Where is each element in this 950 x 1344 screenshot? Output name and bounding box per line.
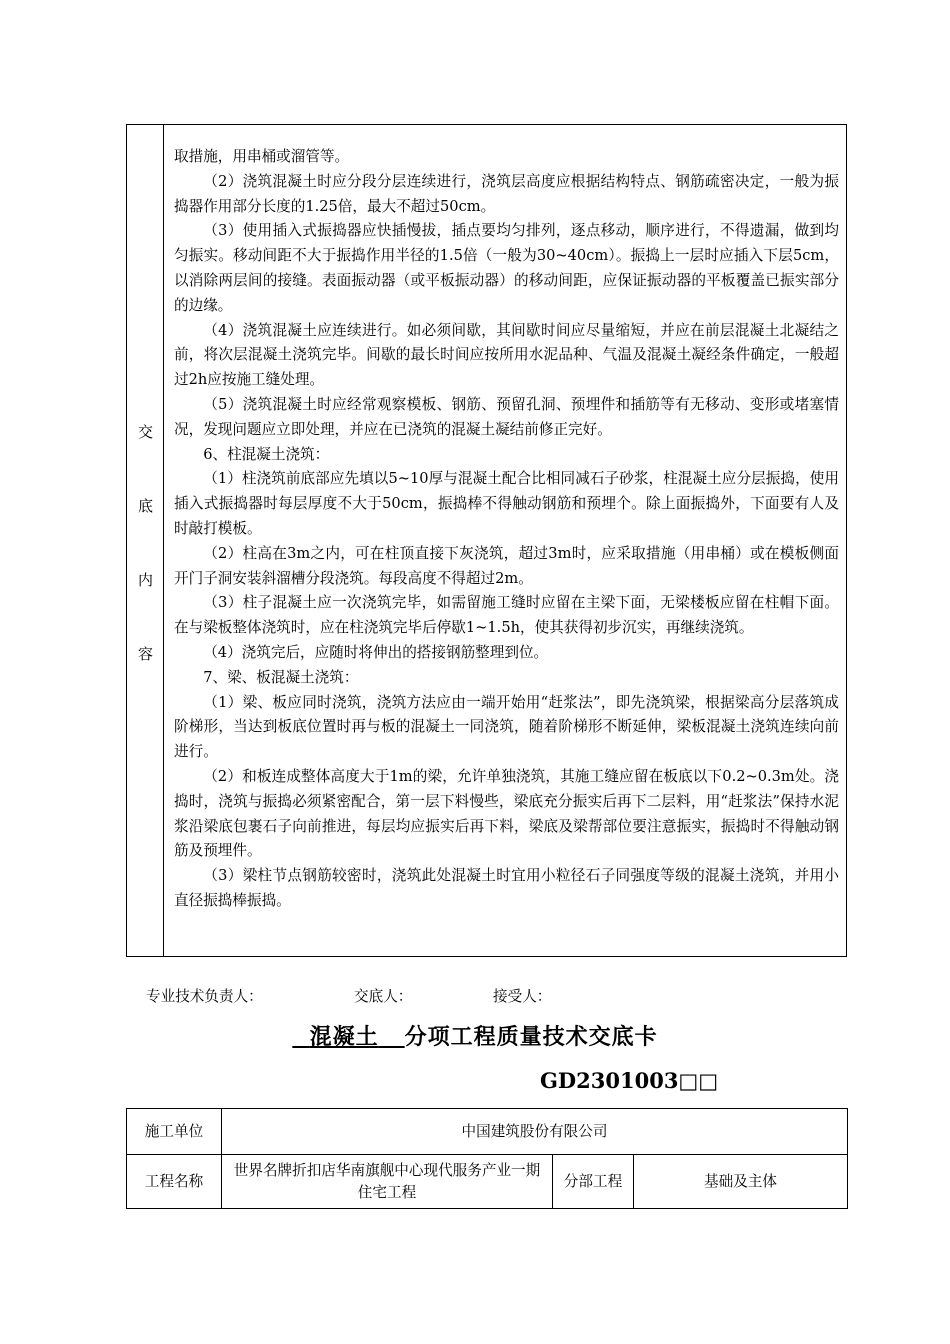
paragraph: （3）柱子混凝土应一次浇筑完毕，如需留施工缝时应留在主梁下面，无梁楼板应留在柱帽下面。在与梁板整体浇筑时，应在柱浇筑完毕后停歇1~1.5h，使其获得初步沉实，再继续浇筑。 [174, 594, 839, 637]
tech-lead-signature-label: 专业技术负责人： [146, 988, 263, 1005]
title-rest: 分项工程质量技术交底卡 [404, 1024, 658, 1050]
paragraph: （2）和板连成整体高度大于1m的梁，允许单独浇筑，其施工缝应留在板底以下0.2~0.3m处。浇捣时，浇筑与振捣必须紧密配合，第一层下料慢些，梁底充分振实后再下二层料，用“赶浆法”保持水泥浆沿梁底包裹石子向前推进，每层均应振实后再下料，梁底及梁帮部位要注意振实，振捣时不得触动钢筋及预埋件。 [174, 767, 839, 860]
paragraph: （1）梁、板应同时浇筑，浇筑方法应由一端开始用“赶浆法”，即先浇筑梁，根据梁高分层落筑成阶梯形，当达到板底位置时再与板的混凝土一同浇筑，随着阶梯形不断延伸，梁板混凝土浇筑连续向前进行。 [174, 693, 839, 761]
disclosure-text [174, 145, 839, 914]
side-label-char: 底 [137, 497, 153, 515]
side-label-char: 内 [137, 571, 153, 589]
side-label-char: 容 [137, 645, 153, 663]
title-underlined-part: 混凝土 [309, 1024, 379, 1050]
unit-value: 中国建筑股份有限公司 [222, 1109, 848, 1155]
receiver-signature-label: 接受人： [493, 988, 552, 1005]
paragraph: （3）梁柱节点钢筋较密时，浇筑此处混凝土时宜用小粒径石子同强度等级的混凝土浇筑，并用小直径振捣棒振捣。 [174, 867, 839, 909]
paragraph: （4）浇筑完后，应随时将伸出的搭接钢筋整理到位。 [203, 643, 549, 661]
project-value: 世界名牌折扣店华南旗舰中心现代服务产业一期住宅工程 [222, 1155, 553, 1209]
table-row [127, 1109, 848, 1155]
paragraph: 取措施，用串桶或溜管等。 [174, 148, 350, 165]
paragraph: （2）浇筑混凝土时应分段分层连续进行，浇筑层高度应根据结构特点、钢筋疏密决定，一般为振捣器作用部分长度的1.25倍，最大不超过50cm。 [174, 172, 839, 215]
project-info-table [126, 1108, 848, 1209]
project-label: 工程名称 [127, 1155, 222, 1209]
division-value: 基础及主体 [634, 1155, 848, 1209]
division-label: 分部工程 [553, 1155, 634, 1209]
paragraph: （2）柱高在3m之内，可在柱顶直接下灰浇筑，超过3m时，应采取措施（用串桶）或在模板侧面开门子洞安装斜溜槽分段浇筑。每段高度不得超过2m。 [174, 544, 839, 587]
side-label-column [127, 125, 164, 956]
presenter-signature-label: 交底人： [354, 988, 413, 1005]
paragraph: （3）使用插入式振捣器应快插慢拔，插点要均匀排列，逐点移动，顺序进行，不得遗漏，做到均匀振实。移动间距不大于振捣作用半径的1.5倍（一般为30~40cm）。振捣上一层时应插入下层5cm，以消除两层间的接缝。表面振动器（或平板振动器）的移动间距，应保证振动器的平板覆盖已振实部分的边缘。 [174, 222, 839, 314]
paragraph: （4）浇筑混凝土应连续进行。如必须间歇，其间歇时间应尽量缩短，并应在前层混凝土北凝结之前，将次层混凝土浇筑完毕。间歇的最长时间应按所用水泥品种、气温及混凝土凝经条件确定，一般超过2h应按施工缝处理。 [174, 321, 839, 389]
paragraph: 6、柱混凝土浇筑： [203, 445, 330, 463]
paragraph: （5）浇筑混凝土时应经常观察模板、钢筋、预留孔洞、预埋件和插筋等有无移动、变形或堵塞情况，发现问题应立即处理，并应在已浇筑的混凝土凝结前修正完好。 [174, 395, 839, 438]
disclosure-content-box [126, 124, 847, 957]
card-code: GD2301003□□ [540, 1068, 719, 1093]
card-title [0, 1020, 950, 1051]
paragraph: （1）柱浇筑前底部应先填以5~10厚与混凝土配合比相同减石子砂浆，柱混凝土应分层振捣，使用插入式振捣器时每层厚度不大于50cm，振捣棒不得触动钢筋和预埋个。除上面振捣外，下面要有人及时敲打模板。 [174, 470, 839, 537]
unit-label: 施工单位 [127, 1109, 222, 1155]
table-row [127, 1155, 848, 1209]
side-label-char: 交 [137, 423, 153, 441]
paragraph: 7、梁、板混凝土浇筑： [203, 668, 359, 686]
